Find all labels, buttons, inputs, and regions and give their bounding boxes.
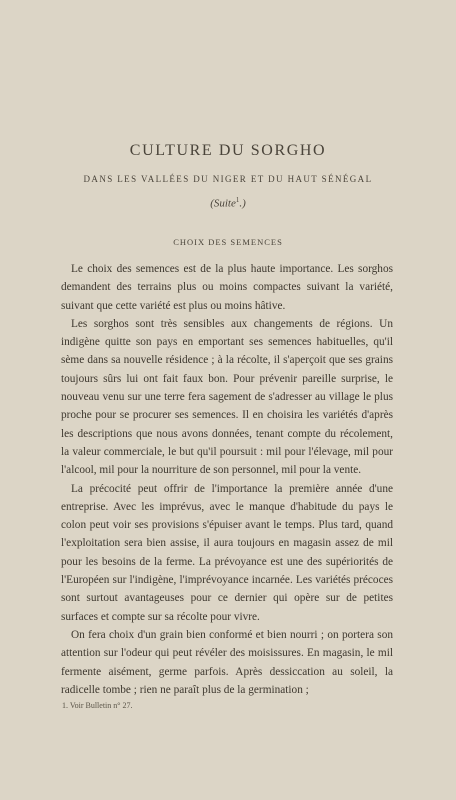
continuation-text: (Suite bbox=[210, 197, 236, 210]
paragraph: La précocité peut offrir de l'importance la première année d'une entreprise. Avec les imprévus, avec le manque d'habitude du pays le colon peut voir ses provisions s'épuiser avant le temps. Plus tard, quand l'exploitation sera bien assise, il aura toujours en magasin assez de mil pour les besoins de la ferme. La prévoyance est une des supériorités de l'Européen sur l'indigène, l'imprévoyance incarnée. Les variétés précoces sont surtout avantageuses pour ce dernier qui opère sur de petites surfaces et compte sur sa récolte pour vivre. bbox=[61, 482, 393, 623]
section-heading: CHOIX DES SEMENCES bbox=[173, 237, 283, 247]
paragraph: On fera choix d'un grain bien conformé et bien nourri ; on portera son attention sur l'odeur qui peut révéler des moisissures. En magasin, le mil fermente aisément, germe parfois. Après dessiccation au soleil, la radicelle tombe ; rien ne paraît plus de la germination ; bbox=[61, 628, 393, 696]
footnote: 1. Voir Bulletin n° 27. bbox=[62, 701, 133, 710]
article-subtitle: DANS LES VALLÉES DU NIGER ET DU HAUT SÉNÉGAL bbox=[83, 174, 373, 184]
paragraph: Le choix des semences est de la plus haute importance. Les sorghos demandent des terrains plus ou moins compactes suivant la variété, suivant que cette variété est plus ou moins hâtive. bbox=[61, 263, 393, 312]
body-text bbox=[61, 260, 393, 699]
continuation-note bbox=[0, 196, 456, 210]
footnote-marker: 1 bbox=[235, 196, 240, 204]
continuation-close: .) bbox=[239, 197, 246, 210]
article-title: CULTURE DU SORGHO bbox=[129, 142, 327, 159]
paragraph: Les sorghos sont très sensibles aux changements de régions. Un indigène quitte son pays en emportant ses semences habituelles, qu'il sème dans sa nouvelle résidence ; à la récolte, il s'aperçoit que ses grains toujours sûrs lui ont fait faux bon. Pour prévenir pareille surprise, le nouveau venu sur une terre fera sagement de s'adresser au village le plus proche pour se procurer ses semences. Il en choisira les variétés d'après les descriptions que nous avons données, tenant compte du récolement, la valeur commerciale, le but qu'il poursuit : mil pour l'élevage, mil pour l'alcool, mil pour la nourriture de son personnel, mil pour la vente. bbox=[61, 317, 393, 477]
